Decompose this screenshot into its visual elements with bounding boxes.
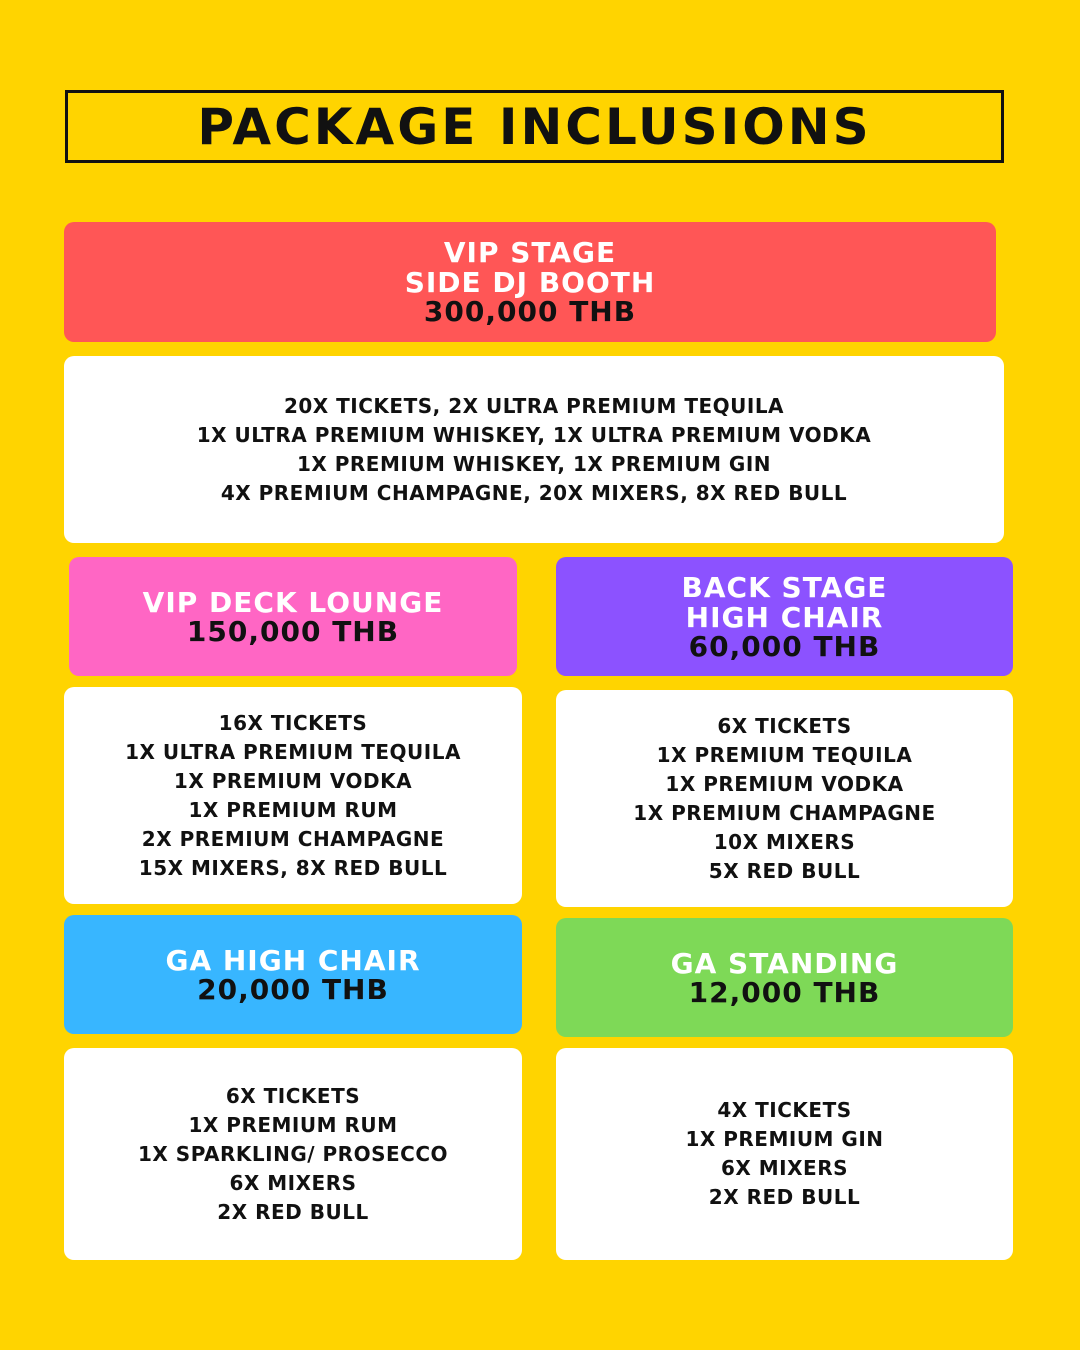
package-name: HIGH CHAIR (685, 600, 884, 634)
package-name: SIDE DJ BOOTH (404, 266, 656, 299)
inclusion-item: 6X MIXERS (720, 1156, 849, 1180)
back-stage-header (556, 557, 1013, 676)
inclusion-item: 1X PREMIUM RUM (188, 797, 398, 822)
ga-high-chair-inclusions (64, 1048, 522, 1260)
inclusion-item: 1X PREMIUM VODKA (173, 768, 413, 793)
back-stage-inclusions (556, 690, 1013, 907)
inclusion-item: 1X PREMIUM VODKA (665, 771, 904, 796)
inclusion-item: 1X ULTRA PREMIUM TEQUILA (125, 739, 461, 764)
package-name: VIP STAGE (443, 236, 617, 269)
package-name: BACK STAGE (681, 570, 888, 604)
inclusion-item: 2X PREMIUM CHAMPAGNE (141, 826, 445, 851)
inclusion-item: 5X RED BULL (708, 858, 861, 883)
inclusion-item: 1X PREMIUM WHISKEY, 1X PREMIUM GIN (296, 451, 772, 476)
inclusion-item: 15X MIXERS, 8X RED BULL (138, 855, 448, 880)
inclusion-item: 1X PREMIUM CHAMPAGNE (633, 800, 936, 825)
package-price: 300,000 THB (423, 295, 637, 328)
inclusion-item: 6X MIXERS (229, 1170, 357, 1195)
inclusion-item: 4X TICKETS (717, 1098, 852, 1122)
inclusion-item: 10X MIXERS (713, 829, 856, 854)
ga-standing-inclusions (556, 1048, 1013, 1260)
inclusion-item: 1X PREMIUM RUM (188, 1112, 398, 1137)
package-price: 150,000 THB (186, 614, 400, 648)
inclusion-item: 6X TICKETS (225, 1083, 361, 1108)
ga-standing-header (556, 918, 1013, 1037)
inclusion-item: 1X ULTRA PREMIUM WHISKEY, 1X ULTRA PREMIUM VODKA (196, 422, 872, 447)
inclusion-item: 4X PREMIUM CHAMPAGNE, 20X MIXERS, 8X RED BULL (220, 480, 848, 505)
package-price: 12,000 THB (688, 975, 881, 1009)
page-title: PACKAGE INCLUSIONS (197, 97, 872, 156)
vip-stage-inclusions (64, 356, 1004, 543)
inclusion-item: 20X TICKETS, 2X ULTRA PREMIUM TEQUILA (283, 393, 785, 418)
inclusion-item: 1X PREMIUM TEQUILA (656, 742, 913, 767)
vip-deck-lounge-inclusions (64, 687, 522, 904)
inclusion-item: 1X PREMIUM GIN (685, 1127, 884, 1151)
title-frame (65, 90, 1004, 163)
package-price: 60,000 THB (688, 629, 881, 663)
ga-high-chair-header (64, 915, 522, 1034)
inclusion-item: 2X RED BULL (217, 1199, 369, 1224)
vip-stage-header (64, 222, 996, 342)
vip-deck-lounge-header (69, 557, 517, 676)
package-name: VIP DECK LOUNGE (142, 585, 444, 619)
inclusion-item: 1X SPARKLING/ PROSECCO (138, 1141, 448, 1166)
inclusion-item: 6X TICKETS (717, 713, 852, 738)
package-name: GA HIGH CHAIR (165, 943, 421, 977)
inclusion-item: 16X TICKETS (218, 710, 368, 735)
inclusion-item: 2X RED BULL (708, 1185, 861, 1209)
package-price: 20,000 THB (197, 972, 389, 1006)
package-name: GA STANDING (670, 946, 899, 980)
